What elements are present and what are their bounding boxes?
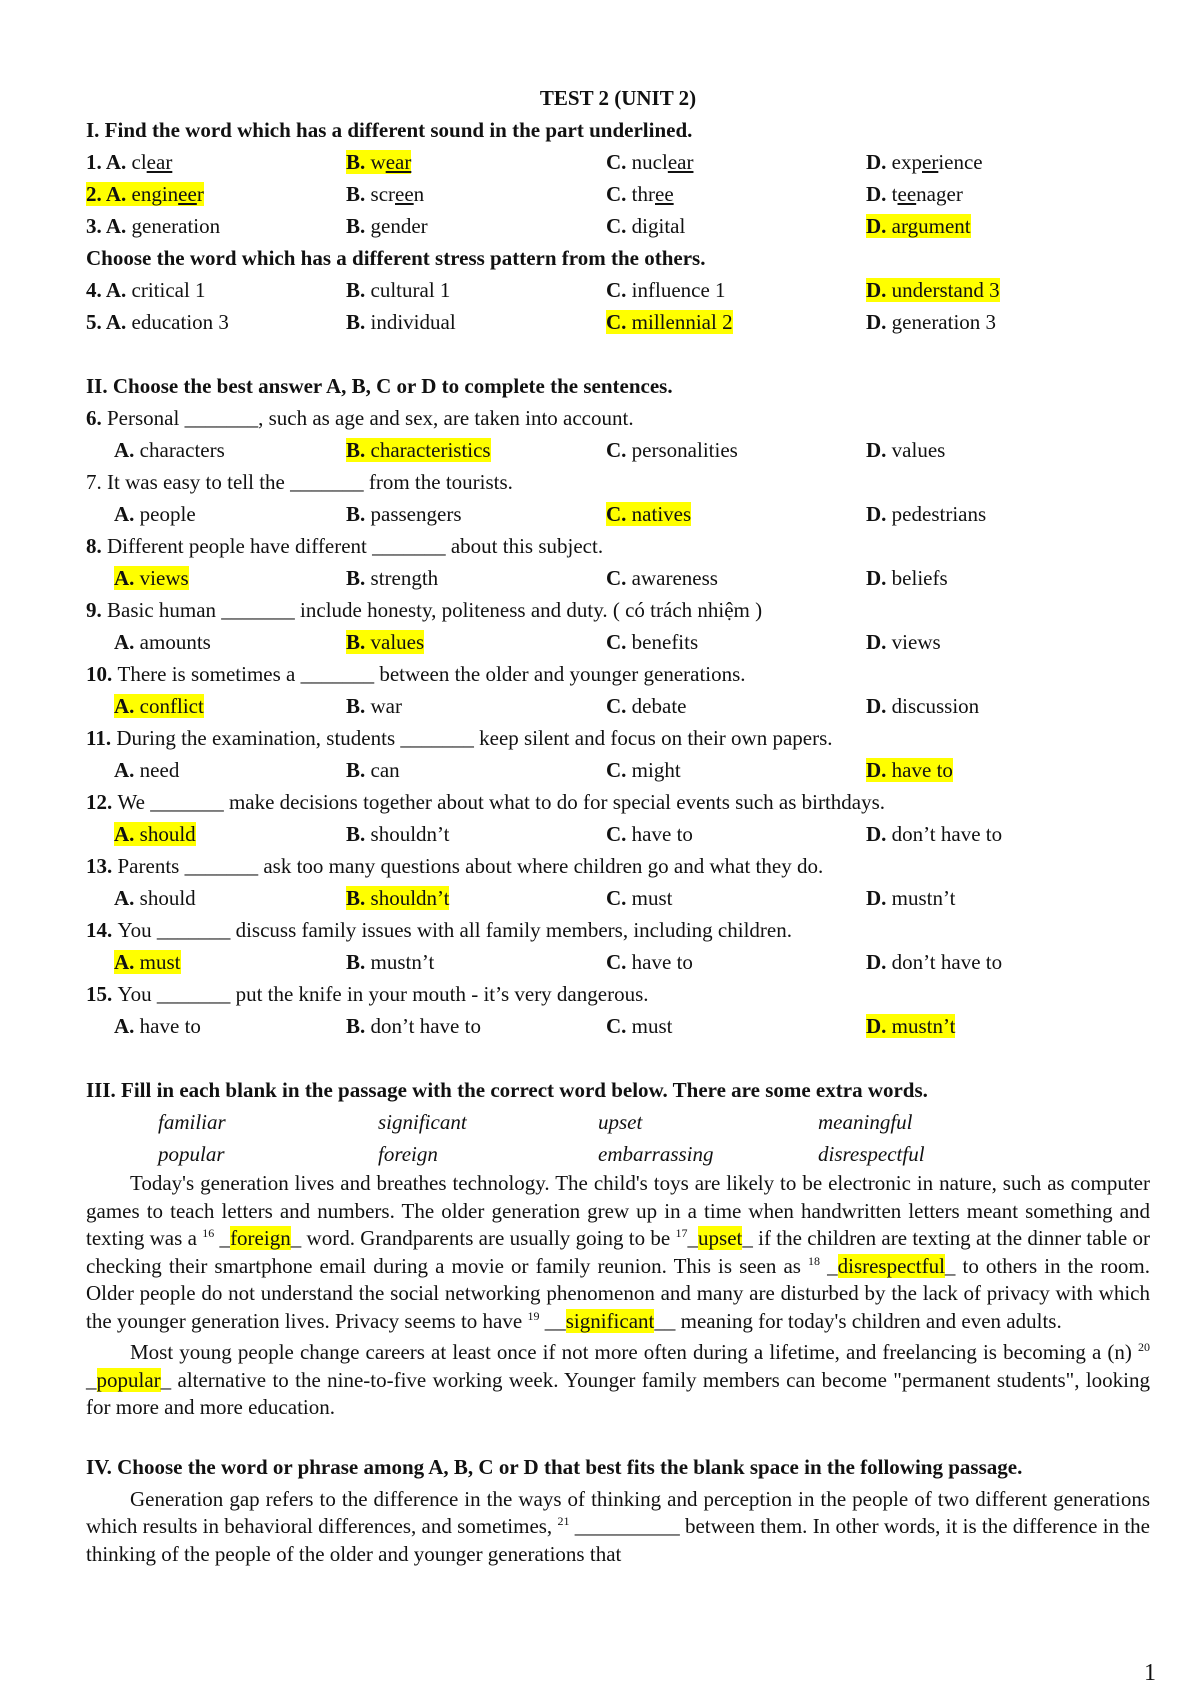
answer-option[interactable]: B. shouldn’t <box>346 886 450 910</box>
answer-option[interactable]: 5. A. education 3 <box>86 310 229 334</box>
options-row <box>86 498 1150 530</box>
multiple-choice-questions <box>86 402 1150 1042</box>
option-letter: A. <box>114 566 135 590</box>
section2-heading: II. Choose the best answer A, B, C or D to complete the sentences. <box>86 374 673 398</box>
page-number: 1 <box>1144 1660 1156 1686</box>
option-letter: D. <box>866 150 887 174</box>
word-bank-item: meaningful <box>818 1110 913 1134</box>
option-letter: D. <box>866 310 887 334</box>
underlined-part: er <box>922 150 939 174</box>
word-bank-item: disrespectful <box>818 1142 925 1166</box>
option-letter: B. <box>346 566 366 590</box>
question-text: We _______ make decisions together about what to do for special events such as birthdays. <box>117 790 886 814</box>
answer-option[interactable]: D. argument <box>866 214 971 238</box>
question-number: 13. <box>86 854 118 878</box>
blank-number: 19 <box>527 1308 540 1323</box>
question-row <box>86 274 1150 306</box>
question-stem <box>86 978 1150 1010</box>
option-letter: A. <box>114 438 135 462</box>
question-stem <box>86 530 1150 562</box>
underlined-part: ear <box>385 150 412 174</box>
option-letter: D. <box>866 182 887 206</box>
underlined-part: ee <box>395 182 414 206</box>
option-letter: B. <box>346 438 366 462</box>
option-letter: C. <box>606 310 627 334</box>
underlined-part: g <box>648 214 659 238</box>
answer-option[interactable]: A. should <box>114 822 196 846</box>
option-letter: B. <box>346 822 366 846</box>
question-number: 2. <box>86 182 106 206</box>
answer-option[interactable]: 4. A. critical 1 <box>86 278 206 302</box>
option-letter: A. <box>114 758 135 782</box>
section1-heading: I. Find the word which has a different sound in the part underlined. <box>86 118 693 142</box>
answer-option[interactable]: C. natives <box>606 502 692 526</box>
pronunciation-questions <box>86 146 1150 242</box>
word-bank-item: significant <box>378 1110 467 1134</box>
question-number: 5. <box>86 310 106 334</box>
answer-option[interactable]: D. understand 3 <box>866 278 1000 302</box>
option-letter: A. <box>105 310 127 334</box>
option-letter: C. <box>606 182 627 206</box>
answer-option[interactable]: D. don’t have to <box>866 822 1003 846</box>
question-text: Different people have different _______ about this subject. <box>107 534 604 558</box>
answer-option[interactable]: B. cultural 1 <box>346 278 451 302</box>
option-letter: D. <box>866 278 887 302</box>
option-letter: C. <box>606 630 627 654</box>
answer-option[interactable]: B. strength <box>346 566 439 590</box>
word-bank-item: popular <box>158 1142 225 1166</box>
option-letter: A. <box>114 886 135 910</box>
option-letter: D. <box>866 822 887 846</box>
question-stem <box>86 914 1150 946</box>
stress-heading: Choose the word which has a different stress pattern from the others. <box>86 246 706 270</box>
answer-option[interactable]: A. must <box>114 950 181 974</box>
answer-option[interactable]: C. must <box>606 1014 673 1038</box>
options-row <box>86 434 1150 466</box>
word-bank-item: embarrassing <box>598 1142 714 1166</box>
question-number: 8. <box>86 534 107 558</box>
options-row <box>86 882 1150 914</box>
answer-option[interactable]: 1. A. clear <box>86 150 173 174</box>
answer-option[interactable]: B. war <box>346 694 402 718</box>
question-number: 4. <box>86 278 106 302</box>
page-title: TEST 2 (UNIT 2) <box>539 86 697 110</box>
option-letter: B. <box>346 758 366 782</box>
answer-option[interactable]: D. views <box>866 630 941 654</box>
answer-option[interactable]: A. conflict <box>114 694 204 718</box>
question-number: 10. <box>86 662 118 686</box>
question-number: 6. <box>86 406 107 430</box>
option-letter: B. <box>346 950 366 974</box>
answer-option[interactable]: A. amounts <box>114 630 211 654</box>
question-stem <box>86 594 1150 626</box>
question-stem <box>86 466 1150 498</box>
word-bank-row <box>86 1106 1150 1138</box>
question-number: 11. <box>86 726 117 750</box>
answer-option[interactable]: D. mustn’t <box>866 1014 956 1038</box>
answer-option[interactable]: C. debate <box>606 694 687 718</box>
blank-answer[interactable]: _upset_ <box>687 1226 753 1250</box>
option-letter: C. <box>606 502 627 526</box>
section4-heading: IV. Choose the word or phrase among A, B, C or D that best fits the blank space in the following passage. <box>86 1454 1023 1479</box>
answer-option[interactable]: D. generation 3 <box>866 310 997 334</box>
option-letter: D. <box>866 566 887 590</box>
answer-option[interactable]: A. have to <box>114 1014 201 1038</box>
option-letter: B. <box>346 502 366 526</box>
answer-option[interactable]: A. characters <box>114 438 225 462</box>
blank-answer[interactable]: _disrespectful_ <box>820 1253 956 1278</box>
answer-option[interactable]: C. might <box>606 758 681 782</box>
question-text: Basic human _______ include honesty, politeness and duty. ( có trách nhiệm ) <box>107 598 763 622</box>
answer-option[interactable]: B. mustn’t <box>346 950 435 974</box>
option-letter: A. <box>114 822 135 846</box>
answer-option[interactable]: A. need <box>114 758 180 782</box>
underlined-part: ee <box>178 182 197 206</box>
option-letter: C. <box>606 886 627 910</box>
answer-option[interactable]: C. have to <box>606 950 693 974</box>
option-letter: B. <box>346 630 366 654</box>
option-letter: D. <box>866 214 887 238</box>
answer-option[interactable]: B. don’t have to <box>346 1014 481 1038</box>
option-letter: D. <box>866 438 887 462</box>
option-letter: A. <box>105 214 127 238</box>
option-letter: B. <box>346 150 366 174</box>
answer-option[interactable]: D. beliefs <box>866 566 948 590</box>
question-text: During the examination, students _______ keep silent and focus on their own papers. <box>116 726 833 750</box>
underlined-part: g <box>907 214 919 238</box>
word-bank-item: familiar <box>158 1110 226 1134</box>
question-stem <box>86 786 1150 818</box>
answer-option[interactable]: 3. A. generation <box>86 214 221 238</box>
option-letter: C. <box>606 438 627 462</box>
option-letter: C. <box>606 1014 627 1038</box>
option-letter: C. <box>606 822 627 846</box>
underlined-part: ear <box>146 150 173 174</box>
blank-answer[interactable]: __significant__ <box>539 1308 676 1333</box>
answer-option[interactable]: B. wear <box>346 150 412 174</box>
option-letter: C. <box>606 214 627 238</box>
option-letter: A. <box>114 950 135 974</box>
answer-option[interactable]: D. have to <box>866 758 953 782</box>
question-row <box>86 306 1150 338</box>
answer-option[interactable]: D. experience <box>866 150 983 174</box>
answer-option[interactable]: A. views <box>114 566 189 590</box>
option-letter: A. <box>114 694 135 718</box>
option-letter: D. <box>866 502 887 526</box>
question-stem <box>86 722 1150 754</box>
answer-option[interactable]: 2. A. engineer <box>86 182 204 206</box>
option-letter: A. <box>114 1014 135 1038</box>
answer-option[interactable]: B. values <box>346 630 425 654</box>
answer-option[interactable]: B. passengers <box>346 502 462 526</box>
underlined-part: ee <box>655 182 674 206</box>
answer-option[interactable]: B. characteristics <box>346 438 491 462</box>
option-letter: A. <box>105 182 127 206</box>
option-letter: A. <box>114 502 135 526</box>
question-number: 12. <box>86 790 118 814</box>
option-letter: B. <box>346 694 366 718</box>
option-letter: C. <box>606 150 627 174</box>
answer-option[interactable]: B. individual <box>346 310 456 334</box>
question-number: 7. <box>86 470 107 494</box>
answer-option[interactable]: B. gender <box>346 214 428 238</box>
answer-option[interactable]: C. influence 1 <box>606 278 726 302</box>
blank-number: 18 <box>808 1253 821 1268</box>
word-bank-item: upset <box>598 1110 643 1134</box>
blank-number: 17 <box>675 1226 688 1240</box>
word-bank-item: foreign <box>378 1142 438 1166</box>
option-letter: B. <box>346 310 366 334</box>
option-letter: D. <box>866 950 887 974</box>
blank-answer[interactable]: __________ <box>569 1514 680 1538</box>
blank-answer[interactable]: _foreign_ <box>214 1226 302 1250</box>
option-letter: C. <box>606 694 627 718</box>
answer-option[interactable]: C. personalities <box>606 438 738 462</box>
option-letter: B. <box>346 182 366 206</box>
blank-number: 16 <box>202 1226 215 1240</box>
question-row <box>86 146 1150 178</box>
answer-option[interactable]: C. nuclear <box>606 150 694 174</box>
answer-option[interactable]: C. millennial 2 <box>606 310 733 334</box>
option-letter: C. <box>606 278 627 302</box>
underlined-part: ee <box>897 182 917 206</box>
options-row <box>86 946 1150 978</box>
question-text: Personal _______, such as age and sex, are taken into account. <box>107 406 634 430</box>
options-row <box>86 1010 1150 1042</box>
answer-option[interactable]: C. three <box>606 182 674 206</box>
question-row <box>86 178 1150 210</box>
options-row <box>86 626 1150 658</box>
option-letter: D. <box>866 694 887 718</box>
option-letter: A. <box>114 630 135 654</box>
option-letter: D. <box>866 1014 887 1038</box>
answer-option[interactable]: A. people <box>114 502 196 526</box>
option-letter: D. <box>866 886 887 910</box>
answer-option[interactable]: D. don’t have to <box>866 950 1003 974</box>
option-letter: B. <box>346 278 366 302</box>
word-bank-row <box>86 1138 1150 1170</box>
answer-option[interactable]: D. pedestrians <box>866 502 987 526</box>
question-text: You _______ discuss family issues with all family members, including children. <box>117 918 792 942</box>
answer-option[interactable]: D. discussion <box>866 694 980 718</box>
answer-option[interactable]: D. mustn’t <box>866 886 956 910</box>
question-number: 3. <box>86 214 106 238</box>
question-text: You _______ put the knife in your mouth - it’s very dangerous. <box>117 982 649 1006</box>
answer-option[interactable]: D. values <box>866 438 946 462</box>
answer-option[interactable]: C. awareness <box>606 566 718 590</box>
question-stem <box>86 402 1150 434</box>
question-text: Parents _______ ask too many questions about where children go and what they do. <box>117 854 824 878</box>
options-row <box>86 818 1150 850</box>
answer-option[interactable]: C. have to <box>606 822 693 846</box>
blank-number: 21 <box>557 1514 570 1528</box>
answer-option[interactable]: C. must <box>606 886 673 910</box>
question-number: 9. <box>86 598 107 622</box>
question-stem <box>86 658 1150 690</box>
options-row <box>86 754 1150 786</box>
option-letter: A. <box>105 278 127 302</box>
answer-option[interactable]: C. benefits <box>606 630 699 654</box>
question-number: 1. <box>86 150 106 174</box>
option-letter: D. <box>866 758 887 782</box>
answer-option[interactable]: B. screen <box>346 182 425 206</box>
option-letter: D. <box>866 630 887 654</box>
blank-number: 20 <box>1138 1340 1150 1354</box>
passage-paragraph: Today's generation lives and breathes technology. The child's toys are likely to be electronic in nature, such as computer games to teach letters and numbers. The older generation grew up in a time when handwritten letters meant something and texting was a $^{16}$ _foreign_ word. Grandparents are usually going to be $^{17}$_upset_ if the children are texting at the dinner table or checking their smartphone email during a movie or family reunion. This is seen as $^{18}$ _disrespectful_ to others in the room. Older people do not understand the social networking phenomenon and many are disturbed by the lack of privacy with which the younger generation lives. Privacy seems to have $^{19}$ __significant__ meaning for today's children and even adults. <box>86 1171 1150 1333</box>
worksheet-page <box>86 82 1150 1568</box>
passage-paragraph: Generation gap refers to the difference in the ways of thinking and perception in the people of two different generations which results in behavioral differences, and sometimes, $^{21}$ __________ between them. In other words, it is the difference in the thinking of the people of the older and younger generations that <box>86 1486 1151 1566</box>
option-letter: B. <box>346 1014 366 1038</box>
question-stem <box>86 850 1150 882</box>
question-row <box>86 210 1150 242</box>
underlined-part: g <box>131 214 143 238</box>
answer-option[interactable]: B. shouldn’t <box>346 822 450 846</box>
stress-questions <box>86 274 1150 338</box>
options-row <box>86 690 1150 722</box>
blank-answer[interactable]: _popular_ <box>86 1367 172 1392</box>
question-number: 15. <box>86 982 118 1006</box>
passage-paragraph: Most young people change careers at least once if not more often during a lifetime, and freelancing is becoming a (n) $^{20}$ _popular_ alternative to the nine-to-five working week. Younger family members can become "permanent students", looking for more and more education. <box>86 1340 1150 1419</box>
question-number: 14. <box>86 918 118 942</box>
underlined-part: g <box>370 214 382 238</box>
options-row <box>86 562 1150 594</box>
option-letter: A. <box>105 150 127 174</box>
answer-option[interactable]: C. digital <box>606 214 686 238</box>
option-letter: B. <box>346 214 366 238</box>
option-letter: B. <box>346 886 366 910</box>
section3-heading: III. Fill in each blank in the passage with the correct word below. There are some extra words. <box>86 1078 928 1102</box>
answer-option[interactable]: B. can <box>346 758 400 782</box>
option-letter: C. <box>606 566 627 590</box>
answer-option[interactable]: A. should <box>114 886 196 910</box>
question-text: It was easy to tell the _______ from the tourists. <box>107 470 513 494</box>
answer-option[interactable]: D. teenager <box>866 182 963 206</box>
option-letter: C. <box>606 758 627 782</box>
question-text: There is sometimes a _______ between the older and younger generations. <box>117 662 746 686</box>
underlined-part: ear <box>667 150 694 174</box>
option-letter: C. <box>606 950 627 974</box>
